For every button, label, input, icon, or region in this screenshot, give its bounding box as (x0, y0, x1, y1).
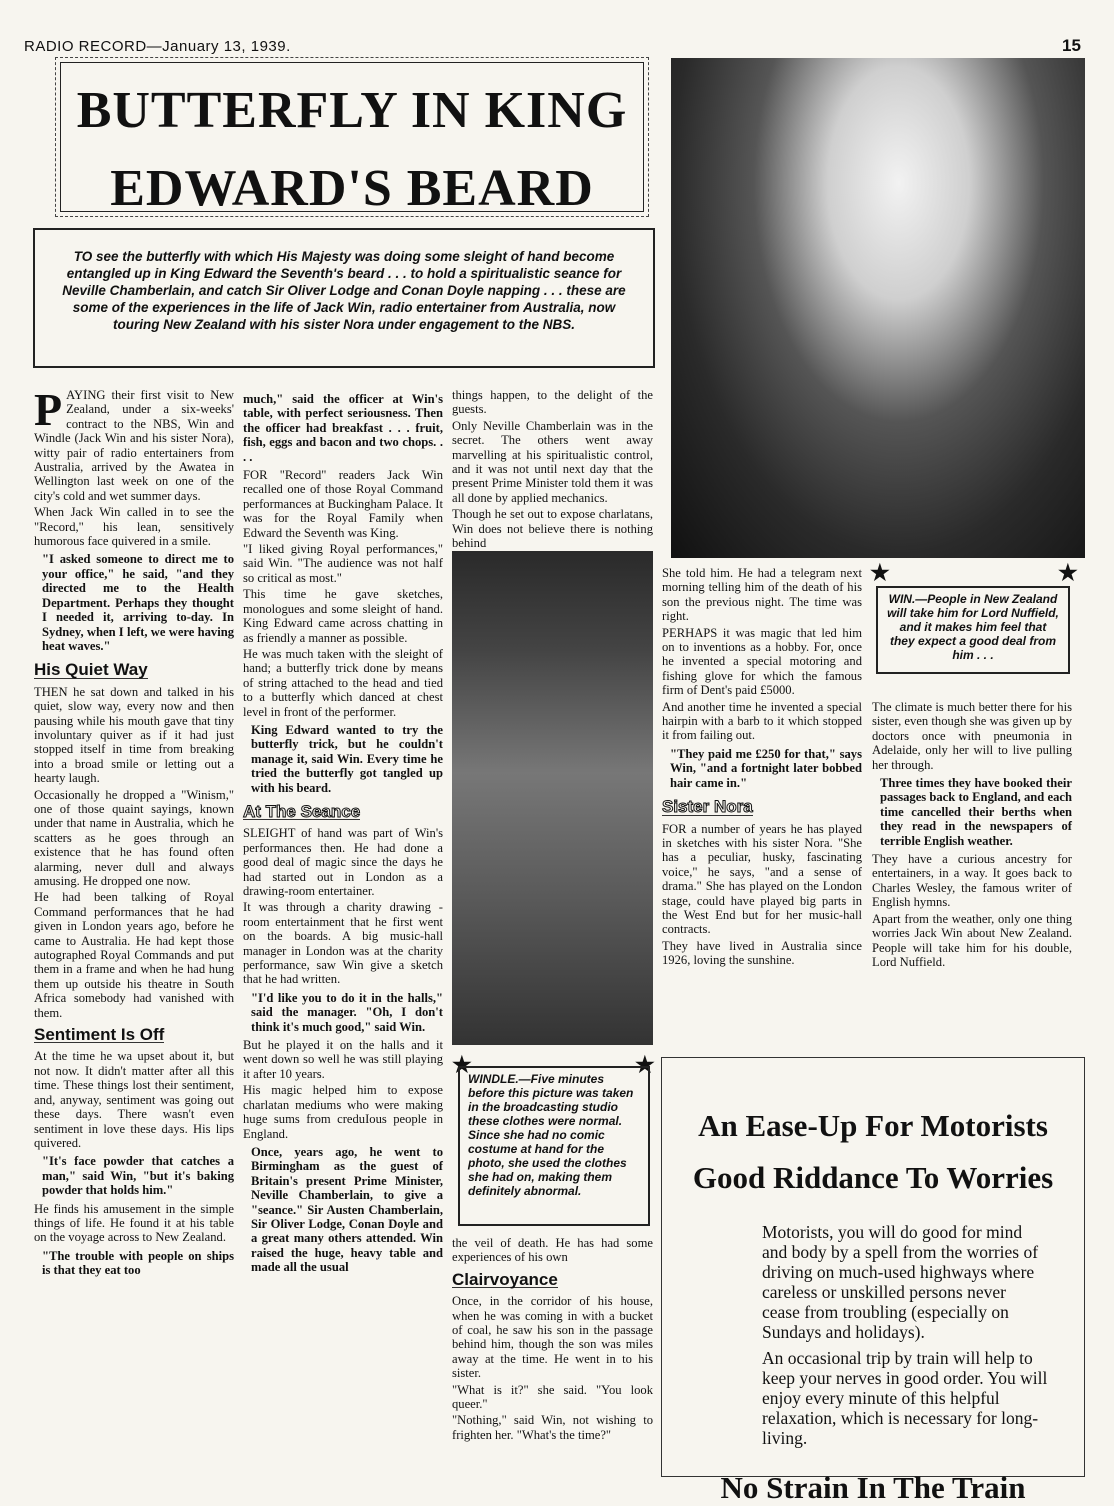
col1-p2: When Jack Win called in to see the "Record," his lean, sensitively humorous face quivered in a smile. (34, 505, 234, 549)
win-caption: WIN.—People in New Zealand will take him for Lord Nuffield, and it makes him feel that they expect a good deal from him . . . (887, 592, 1059, 662)
col1-p5: Occasionally he dropped a "Winism," one of those quaint sayings, known under that name in Australia, which he scatters as he goes through an existence that he has found often alarming, never dull and always amusing. He dropped one now. (34, 787, 234, 888)
col3-p4: the veil of death. He has had some experiences of his own (452, 1236, 653, 1265)
col1-p1: AYING their first visit to New Zealand, under a six-weeks' contract to the NBS, Win and Windle (Jack Win and his sister Nora), witty pair of radio entertainers from Australia, arrived by the Awatea in Wellington last week on one of the city's cold and wet summer days. (34, 388, 234, 503)
col5-p2: Three times they have booked their passages back to England, and each time cancelled their berths when they read in the newspapers of terrible English weather. (880, 776, 1072, 848)
star-icon: ★ (1058, 560, 1078, 585)
col2-p4: This time he gave sketches, monologues and some sleight of hand. King Edward came across chatting in as friendly a manner as possible. (243, 587, 443, 645)
headline-line2: EDWARD'S BEARD (110, 160, 594, 217)
subhead-seance: At The Seance (243, 801, 361, 821)
col1-p9: He finds his amusement in the simple things of life. He found it at his table on the voyage across to New Zealand. (34, 1201, 234, 1245)
col5-p3: They have a curious ancestry for entertainers, in a way. It goes back to Charles Wesley, the famous writer of English hymns. (872, 852, 1072, 910)
col4-p3: And another time he invented a special hairpin with a barb to it which stopped it from failing out. (662, 699, 862, 743)
col3-p2: Only Neville Chamberlain was in the secret. The others went away marvelling at his spiritualistic control, and it was not until next day that the present Prime Minister told them it was all done by applied mechanics. (452, 418, 653, 505)
col1-p10: "The trouble with people on ships is that they eat too (42, 1248, 234, 1278)
col5-p1: The climate is much better there for his sister, even though she was given up by doctors once with pneumonia in Adelaide, only her will to live pulling her through. (872, 700, 1072, 772)
star-icon: ★ (452, 1052, 472, 1077)
ad-slogan: No Strain In The Train (720, 1470, 1026, 1505)
railway-advertisement (661, 1057, 1085, 1505)
ad-headline-2: Good Riddance To Worries (692, 1160, 1054, 1195)
col2-p11: His magic helped him to expose charlatan mediums who were making huge sums from creduIous people in England. (243, 1083, 443, 1141)
col1-p6: He had been talking of Royal Command performances that he had given in London years ago, before he came to Australia. He had kept those autographed Royal Commands and put them in a frame and when he had hung them up outside his theatre in South Africa somebody had vanished with them. (34, 890, 234, 1020)
running-title: RADIO RECORD—January 13, 1939. (24, 38, 291, 55)
col2-p9: "I'd like you to do it in the halls," said the manager. "Oh, I don't think it's much good," said Win. (251, 990, 443, 1034)
headline-line1: BUTTERFLY IN KING (76, 82, 628, 139)
col1-p8: "It's face powder that catches a man," said Win, "but it's baking powder that holds him." (42, 1154, 234, 1198)
column-5 (872, 700, 1072, 971)
col4-p2: PERHAPS it was magic that led him on to inventions as a hobby. For, once he invented a special motoring and fishing glove for which the famous firm of Dent's paid £5000. (662, 625, 862, 698)
col2-p10: But he played it on the halls and it went down so well he was still playing it after 10 years. (243, 1038, 443, 1081)
intro-text: TO see the butterfly with which His Majesty was doing some sleight of hand become entangled up in King Edward the Seventh's beard . . . to hold a spiritualistic seance for Neville Chamberlain, and catch Sir Oliver Lodge and Conan Doyle napping . . . these are some of the experiences in the life of Jack Win, radio entertainer from Australia, now touring New Zealand with his sister Nora under engagement to the NBS. (62, 249, 626, 332)
column-4 (662, 566, 862, 970)
col2-p5: He was much taken with the sleight of hand; a butterfly trick done by means of string attached to the head and tied to a butterfly which danced at chest level in front of the performer. (243, 646, 443, 719)
windle-caption: WINDLE.—Five minutes before this picture was taken in the broadcasting studio these clothes were normal. Since she had no comic costume at hand for the photo, she used the clothes she had on, making them definitely abnormal. (468, 1072, 634, 1198)
col2-p2: FOR "Record" readers Jack Win recalled one of those Royal Command performances at Buckingham Palace. It was for the Royal Family when Edward the Seventh was King. (243, 468, 443, 540)
subhead-quiet-way: His Quiet Way (34, 660, 148, 680)
col2-p1: much," said the officer at Win's table, with perfect seriousness. Then the officer had breakfast . . . fruit, fish, eggs and bacon and two chops. . . . (243, 392, 443, 464)
windle-caption-box (458, 1066, 650, 1226)
star-icon: ★ (635, 1052, 655, 1077)
ad-headline-1: An Ease-Up For Motorists (698, 1108, 1048, 1143)
col1-p3: "I asked someone to direct me to your office," he said, "and they directed me to the Health Department. Perhaps they thought I needed it, arriving to-day. In Sydney, when I left, we were having heat waves." (42, 552, 234, 653)
column-2 (243, 388, 443, 1279)
intro-box (33, 228, 655, 368)
col3-p6: "What is it?" she said. "You look queer." (452, 1382, 653, 1412)
ad-body-2: An occasional trip by train will help to keep your nerves in good order. You will enjoy every minute of this helpful relaxation, which is necessary for long-living. (762, 1348, 1048, 1448)
col4-p1: She told him. He had a telegram next morning telling him of the death of his son the previous night. The time was right. (662, 566, 862, 624)
star-icon: ★ (870, 560, 890, 585)
col2-p6: King Edward wanted to try the butterfly trick, but he couldn't manage it, said Win. Every time he tried the butterfly got tangled up with his beard. (251, 722, 443, 795)
headline-box (60, 62, 644, 217)
col3-p7: "Nothing," said Win, not wishing to frighten her. "What's the time?" (452, 1413, 653, 1442)
win-portrait-photo (671, 58, 1085, 558)
col2-p12: Once, years ago, he went to Birmingham as the guest of Britain's present Prime Minister, Neville Chamberlain, to give a "seance." Sir Austen Chamberlain, Sir Oliver Lodge, Conan Doyle and a great many others attended. Win raised the huge, heavy table and made all the usual (251, 1144, 443, 1275)
col4-p4: "They paid me £250 for that," says Win, "and a fortnight later bobbed hair came in." (670, 746, 862, 790)
subhead-sentiment: Sentiment Is Off (34, 1025, 165, 1045)
col2-p8: It was through a charity drawing - room entertainment that he first went on the boards. A big music-hall manager in London was at the charity performance, saw Win give a sketch that he had written. (243, 900, 443, 987)
col3-p3: Though he set out to expose charlatans, Win does not believe there is nothing behind (452, 507, 653, 551)
col1-p7: At the time he wa upset about it, but not now. It didn't matter after all this time. These things lost their sentiment, and, anyway, sentiment was going out these days. There wasn't even sentiment in love these days. His lips quivered. (34, 1049, 234, 1150)
page-number: 15 (1062, 36, 1081, 55)
col1-p4: THEN he sat down and talked in his quiet, slow way, every now and then pausing while his mouth gave that tiny involuntary quiver as if it had just stopped itself in time from breaking into a broad smile or letting out a hearty laugh. (34, 684, 234, 786)
col2-p7: SLEIGHT of hand was part of Win's performances then. He had done a good deal of magic since the days he had started out in London as a drawing-room entertainer. (243, 826, 443, 898)
col4-p5: FOR a number of years he has played in sketches with his sister Nora. "She has a peculiar, husky, fascinating voice," he says, "and a sense of drama." She has played on the London stage, could have played big parts in the West End but for her music-hall contracts. (662, 821, 862, 937)
dropcap: P (34, 384, 63, 435)
col5-p4: Apart from the weather, only one thing worries Jack Win about New Zealand. People will take him for his double, Lord Nuffield. (872, 911, 1072, 969)
win-caption-box (876, 586, 1070, 674)
col3-p1: things happen, to the delight of the guests. (452, 388, 653, 417)
subhead-sister-nora: Sister Nora (662, 797, 753, 817)
column-1 (34, 384, 234, 1282)
col2-p3: "I liked giving Royal performances," said Win. "The audience was not half so critical as most." (243, 542, 443, 585)
subhead-clairvoyance: Clairvoyance (452, 1269, 558, 1289)
ad-body-1: Motorists, you will do good for mind and body by a spell from the worries of driving on much-used highways where careless or unskilled persons never cease from troubling (especially on Sundays and holidays). (762, 1222, 1039, 1342)
windle-photo (452, 551, 653, 1045)
col4-p6: They have lived in Australia since 1926, loving the sunshine. (662, 938, 862, 968)
col3-p5: Once, in the corridor of his house, when he was coming in with a bucket of coal, he saw his son in the passage behind him, though the son was miles away at the time. He went in to his sister. (452, 1294, 653, 1381)
column-3-top (452, 388, 653, 552)
column-3-bottom (452, 1236, 653, 1444)
